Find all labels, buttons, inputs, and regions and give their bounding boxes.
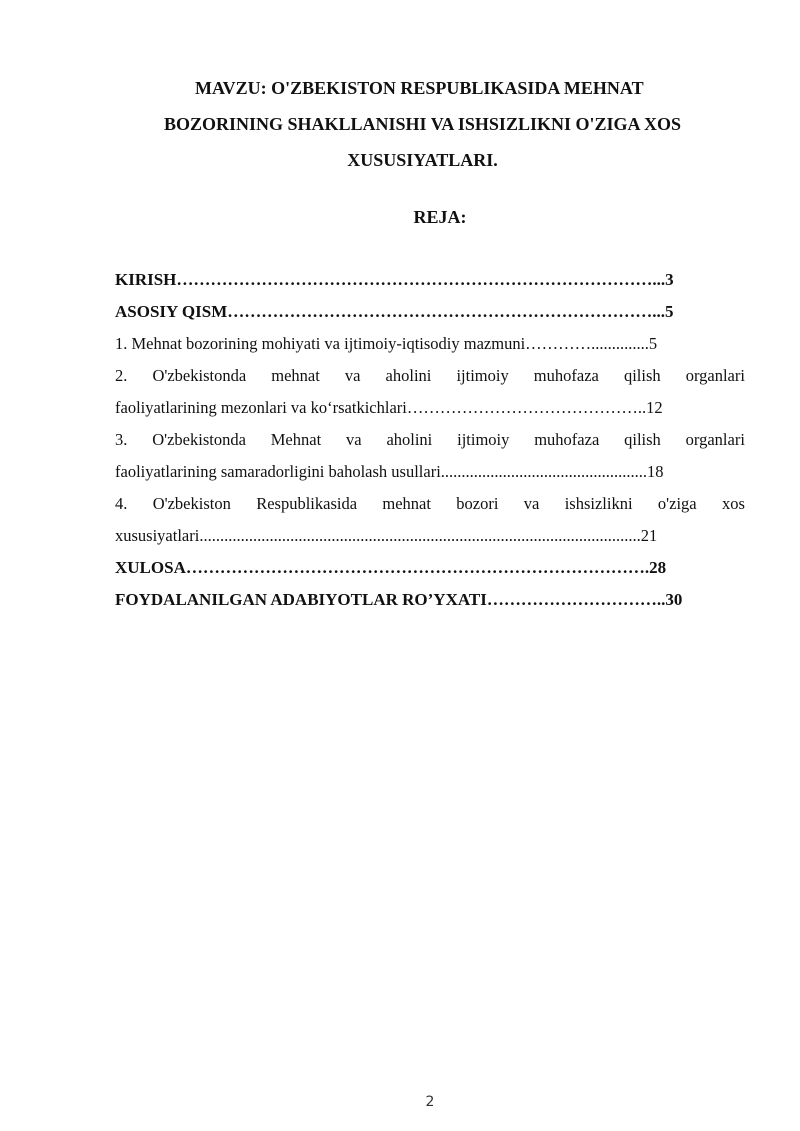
table-of-contents	[115, 264, 745, 616]
toc-entry-text: faoliyatlarining samaradorligini baholash usullari..................................................18	[115, 462, 664, 481]
word: aholini	[385, 366, 432, 385]
word: organlari	[685, 366, 745, 385]
toc-entry-line-2	[115, 392, 745, 424]
word: Mehnat	[270, 430, 322, 449]
toc-entry-text: XULOSA……………………………………………………………………….28	[115, 558, 667, 577]
word: O'zbekistonda	[152, 430, 246, 449]
toc-entry-asosiy-qism	[115, 296, 745, 328]
toc-entry-line-2	[115, 456, 745, 488]
word: mehnat	[382, 494, 431, 513]
toc-entry-text: faoliyatlarining mezonlari va ko‘rsatkichlari……………………………………..12	[115, 398, 663, 417]
topic-title-line-1: MAVZU: O'ZBEKISTON RESPUBLIKASIDA MEHNAT	[195, 78, 644, 98]
toc-entry-line-1	[115, 488, 745, 520]
word: O'zbekiston	[152, 494, 231, 513]
word: 4.	[115, 494, 128, 513]
word: va	[344, 366, 361, 385]
toc-entry-xulosa	[115, 552, 745, 584]
word: ijtimoiy	[457, 430, 510, 449]
toc-entry-kirish	[115, 264, 745, 296]
word: qilish	[623, 366, 661, 385]
word: o'ziga	[657, 494, 697, 513]
page-number: 2	[425, 1094, 435, 1110]
word: 2.	[115, 366, 128, 385]
word: qilish	[624, 430, 661, 449]
toc-entry-text: ASOSIY QISM…………………………………………………………………...5	[115, 302, 674, 321]
toc-entry-text: xususiyatlari...........................................................................................................21	[115, 526, 658, 545]
word: va	[346, 430, 362, 449]
toc-entry-item-4	[115, 488, 745, 552]
word: organlari	[685, 430, 745, 449]
word: xos	[721, 494, 745, 513]
word: Respublikasida	[256, 494, 358, 513]
word: aholini	[386, 430, 433, 449]
toc-entry-line-1	[115, 360, 745, 392]
toc-entry-adabiyotlar	[115, 584, 745, 616]
toc-entry-text: FOYDALANILGAN ADABIYOTLAR RO’YXATI…………………………..30	[115, 590, 683, 609]
toc-entry-item-2	[115, 360, 745, 424]
word: O'zbekistonda	[152, 366, 247, 385]
toc-entry-text: 1. Mehnat bozorining mohiyati va ijtimoiy-iqtisodiy mazmuni…………..............5	[115, 334, 658, 353]
toc-entry-line-2	[115, 520, 745, 552]
toc-entry-line-1	[115, 424, 745, 456]
word: ishsizlikni	[564, 494, 633, 513]
toc-entry-item-3	[115, 424, 745, 488]
plan-heading: REJA:	[413, 207, 467, 227]
word: muhofaza	[534, 430, 600, 449]
word: ijtimoiy	[456, 366, 509, 385]
word: 3.	[115, 430, 128, 449]
toc-entry-item-1	[115, 328, 745, 360]
word: mehnat	[271, 366, 320, 385]
word: va	[523, 494, 540, 513]
word: muhofaza	[533, 366, 599, 385]
toc-entry-text: KIRISH…………………………………………………………………………...3	[115, 270, 674, 289]
topic-title-line-3: XUSUSIYATLARI.	[347, 150, 498, 170]
word: bozori	[456, 494, 499, 513]
topic-title-line-2: BOZORINING SHAKLLANISHI VA ISHSIZLIKNI O'ZIGA XOS	[163, 114, 681, 134]
